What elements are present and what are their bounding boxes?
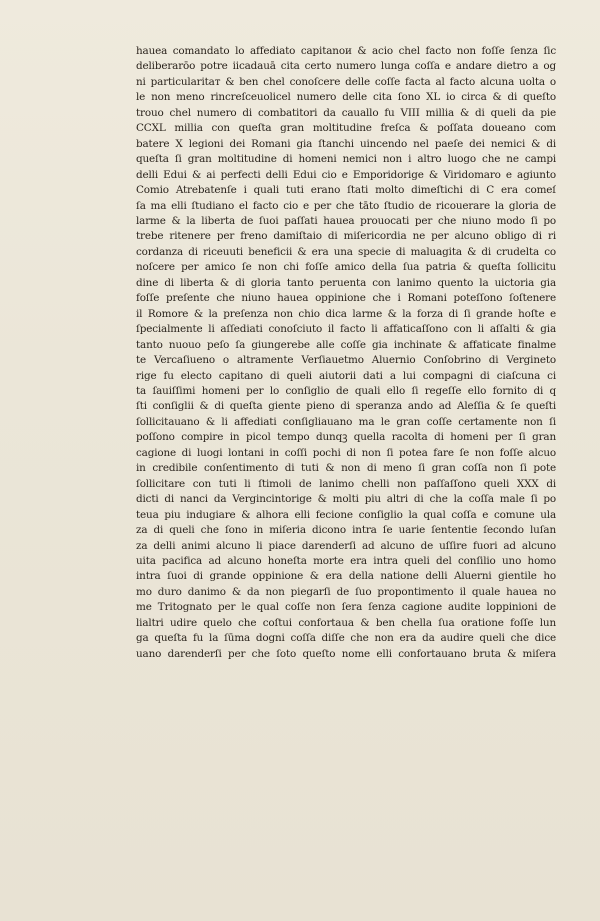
text-line: ſa ma elli ſtudiano el facto cio e per che tāto ſtudio de ricouerare la gloria de [136,199,556,212]
text-line: lialtri udire quelo che coſtui confortaua & ben chella ſua oratione foſſe lun [136,616,556,629]
text-line: te Vercaſiueno o altramente Verſiauetmo Aluernio Conſobrino di Vergineto [136,354,556,367]
text-line: ſpecialmente li aſſediati conoſciuto il facto li affaticaſſono con li aſſalti & gia [136,323,556,336]
text-line: le non meno rincreſceuolicel numero delle cita ſono XL io circa & di queſto [136,91,556,104]
text-line: teua piu indugiare & alhora elli fecione conſiglio la qual coſſa e comune ula [136,508,556,521]
text-line: noſcere per amico ſe non chi foſſe amico della ſua patria & queſta ſollicitu [136,261,556,274]
text-line: foſſe preſente che niuno haueа oppinione che i Romani poteſſono ſoſtenere [136,292,556,305]
text-line: dicti di nanci da Vergincintorige & molti piu altri di che la coſſa male ſi po [136,493,556,506]
text-line: delli Edui & ai perfecti delli Edui cio e Emporidorige & Viridomaro e agiunto [136,168,556,181]
text-line: haueа comandato lo affediato capitanoи & acio chel facto non foſſe ſenza ſic [136,45,556,57]
text-line: CCXL millia con queſta gran moltitudine freſca & poſſata doueano com [136,122,556,135]
text-line: tanto nuouo peſo ſa giungerebe alle coſſe gia inchinate & affaticate finalme [136,338,556,351]
text-line: ſollicitauano & li affediati conſigliauano ma le gran coſſe certamente non ſi [136,415,556,428]
text-line: za di queli che ſono in miſeria dicono intra ſe uarie ſententie ſecondo luſan [136,524,556,537]
text-line: rige fu electo capitano di queli aiutorii dati a lui compagni di ciaſcuna ci [136,369,556,382]
text-line: trebe ritenere per freno damiſtaio di miſericordia ne per alcuno obligo di ri [136,230,556,243]
text-block [136,44,556,662]
text-line: dine di liberta & di gloria tanto peruenta con lanimo quento la uictoria gia [136,276,556,289]
text-line: in credibile conſentimento di tuti & non di meno ſi gran coſſa non ſi pote [136,462,556,475]
text-line: za delli animi alcuno li piace darenderſi ad alcuno de uſſire fuori ad alcuno [136,539,556,552]
text-line: ſollicitare con tuti li ſtimoli de lanimo chelli non paſſaſſono queli XXX di [136,477,556,490]
text-line: uita pacifica ad alcuno honeſta morte era intra queli del conſilio uno homo [136,554,556,567]
text-line: mo duro danimo & da non piegarſi de ſuo propontimento il quale haueа no [136,585,556,598]
text-line: me Tritognato per le qual coſſe non ſera ſenza cagione audite loppinioni de [136,601,556,614]
text-line: deliberarōo potre iicadauā cita certo numero lunga coſſa e andare dietro a og [136,60,556,73]
text-line: poſſono compire in picol tempo dunqꝫ quella racolta di homeni per ſi gran [136,431,556,444]
text-line: queſta ſi gran moltitudine di homeni nemici non i altro luogo che ne campi [136,153,556,166]
text-line: cagione di luogi lontani in coſſi pochi di non ſi potea fare ſe non foſſe alcuo [136,446,556,459]
text-line: uano darenderſi per che ſoto queſto nome elli confortauano bruta & miſera [136,647,556,660]
text-line: intra ſuoi di grande oppinione & era della natione delli Aluerni gientile ho [136,570,556,583]
text-line: ga queſta fu la ſūma dogni coſſa diſſe che non era da audire queli che dice [136,632,556,645]
text-line: cordanza di riceuuti beneficii & era una specie di maluagita & di crudelta co [136,245,556,258]
text-line: Comio Atrebatenſe i quali tuti erano ſtati molto dimeſtichi di C era comeſ [136,184,556,197]
text-line: ni particularitaт & ben chel conoſcere delle coſſe facta al facto alcuna uolta o [136,75,556,88]
text-line: batere X legioni dei Romani gia ſtanchi uincendo nel paeſe dei nemici & di [136,137,556,150]
text-line: ta ſauiſſimi homeni per lo conſiglio de quali ello ſi regeſſe ello fornito di q [136,384,556,397]
text-line: il Romore & la preſenza non chio dica larme & la forza di ſi grande hoſte e [136,307,556,320]
text-line: ſti conſiglii & di queſta giente pieno di speranza ando ad Aleſſia & ſe queſti [136,400,556,413]
text-line: larme & la liberta de ſuoi paſſati haueа prouocati per che niuno modo ſi po [136,214,556,227]
text-line: trouo chel numero di combatitori da cauallo fu VIII millia & di queli da pie [136,106,556,119]
